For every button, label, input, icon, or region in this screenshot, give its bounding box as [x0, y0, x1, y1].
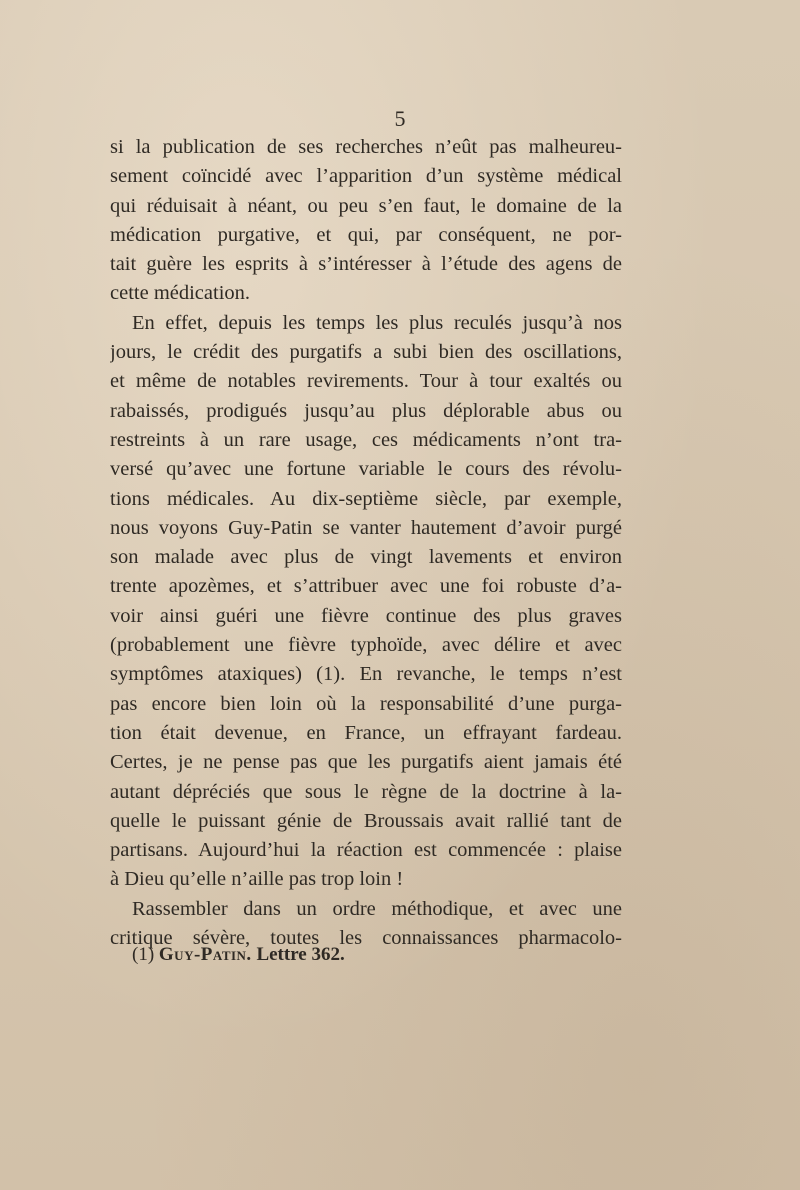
paragraph-2 [110, 309, 622, 895]
footnote-marker: (1) [132, 944, 155, 965]
text-line: si la publication de ses recherches n’eût pas malheureu- [110, 136, 622, 158]
text-line: jours, le crédit des purgatifs a subi bien des oscillations, [110, 341, 622, 364]
text-line: sement coïncidé avec l’apparition d’un système médical [110, 165, 622, 188]
text-line: Rassembler dans un ordre méthodique, et avec une [132, 897, 622, 920]
text-line: Certes, je ne pense pas que les purgatifs aient jamais été [110, 751, 622, 774]
text-line: tion était devenue, en France, un effrayant fardeau. [110, 721, 622, 744]
text-line: trente apozèmes, et s’attribuer avec une foi robuste d’a- [110, 575, 622, 598]
text-line: pas encore bien loin où la responsabilité d’une purga- [110, 692, 622, 715]
text-line: tions médicales. Au dix-septième siècle, par exemple, [110, 487, 622, 510]
text-line: rabaissés, prodigués jusqu’au plus déplorable abus ou [110, 399, 622, 422]
text-line: médication purgative, et qui, par conséquent, ne por- [110, 223, 622, 246]
text-line: restreints à un rare usage, ces médicaments n’ont tra- [110, 428, 622, 451]
text-line: voir ainsi guéri une fièvre continue des plus graves [110, 604, 622, 627]
text-line: et même de notables revirements. Tour à tour exaltés ou [110, 370, 622, 393]
text-line: son malade avec plus de vingt lavements et environ [110, 546, 622, 569]
page-number: 5 [394, 106, 406, 131]
text-line: critique sévère, toutes les connaissances pharmacolo- [110, 927, 622, 950]
text-line: En effet, depuis les temps les plus reculés jusqu’à nos [132, 311, 622, 334]
text-line: qui réduisait à néant, ou peu s’en faut, le domaine de la [110, 194, 622, 217]
footnote [132, 944, 612, 966]
paragraph-1 [110, 133, 622, 309]
text-line: versé qu’avec une fortune variable le cours des révolu- [110, 458, 622, 481]
text-line: (probablement une fièvre typhoïde, avec délire et avec [110, 634, 622, 657]
text-line: partisans. Aujourd’hui la réaction est commencée : plaise [110, 839, 622, 862]
text-line: à Dieu qu’elle n’aille pas trop loin ! [110, 868, 404, 891]
text-line: autant dépréciés que sous le règne de la doctrine à la- [110, 780, 622, 803]
text-line: quelle le puissant génie de Broussais avait rallié tant de [110, 809, 622, 832]
text-line: tait guère les esprits à s’intéresser à l’étude des agens de [110, 253, 622, 276]
text-line: nous voyons Guy-Patin se vanter hautement d’avoir purgé [110, 516, 622, 539]
body-text [110, 133, 622, 953]
footnote-author: Guy-Patin. [158, 944, 252, 965]
footnote-reference: Lettre 362. [256, 944, 345, 965]
text-line: cette médication. [110, 282, 251, 305]
text-line: symptômes ataxiques) (1). En revanche, le temps n’est [110, 663, 622, 686]
